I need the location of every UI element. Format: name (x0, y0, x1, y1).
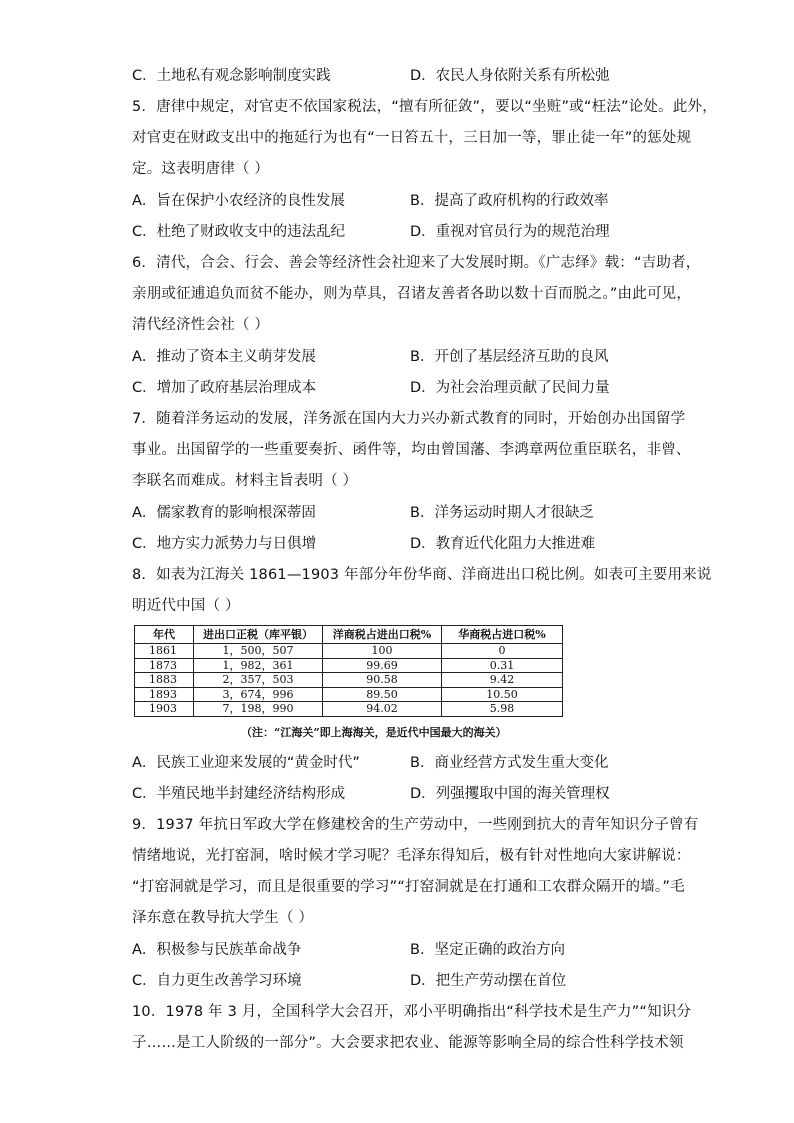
q9-stem-line-4: 泽东意在教导抗大学生（ ） (132, 910, 314, 926)
table-cell: 100 (323, 644, 442, 659)
q7-stem-line-2: 事业。出国留学的一些重要奏折、函件等，均由曾国藩、李鸿章两位重臣联名，非曾、 (132, 442, 691, 458)
q9-option-a: A．积极参与民族革命战争 (132, 942, 302, 958)
table-row (135, 644, 563, 659)
table-header-cell: 进出口正税（库平银） (194, 626, 323, 644)
table-cell: 1，982，361 (194, 658, 323, 673)
q7-option-b: B．洋务运动时期人才很缺乏 (410, 505, 594, 521)
q6-stem-line-2: 亲朋或征逋追负而贫不能办，则为草具，召诸友善者各助以数十百而脱之。”由此可见， (132, 286, 692, 302)
q8-option-d: D．列强攫取中国的海关管理权 (410, 786, 610, 802)
q5-stem-line-3: 定。这表明唐律（ ） (132, 161, 270, 177)
customs-tax-table (134, 625, 563, 717)
q5-stem-line-2: 对官吏在财政支出中的拖延行为也有“一日笞五十，三日加一等，罪止徒一年”的惩处规 (132, 130, 692, 146)
table-header-cell: 年代 (135, 626, 194, 644)
table-cell: 1903 (135, 702, 194, 717)
q7-option-d: D．教育近代化阻力大推进难 (410, 536, 596, 552)
table-cell: 94.02 (323, 702, 442, 717)
table-cell: 0 (442, 644, 563, 659)
table-cell: 9.42 (442, 673, 563, 688)
table-row (135, 702, 563, 717)
q8-option-c: C．半殖民地半封建经济结构形成 (132, 786, 346, 802)
table-row (135, 658, 563, 673)
q5-stem-line-1: 5．唐律中规定，对官吏不依国家税法，“擅有所征敛”，要以“坐赃”或“枉法”论处。此外， (132, 99, 717, 115)
q4-option-d: D．农民人身依附关系有所松弛 (410, 68, 610, 84)
table-row (135, 673, 563, 688)
q8-stem-line-2: 明近代中国（ ） (132, 598, 240, 614)
table-note: （注：“江海关”即上海海关，是近代中国最大的海关） (241, 726, 507, 739)
table-cell: 90.58 (323, 673, 442, 688)
q9-option-d: D．把生产劳动摆在首位 (410, 973, 567, 989)
q8-option-a: A．民族工业迎来发展的“黄金时代” (132, 755, 360, 771)
table-cell: 0.31 (442, 658, 563, 673)
table-row (135, 687, 563, 702)
table-cell: 1893 (135, 687, 194, 702)
q6-stem-line-3: 清代经济性会社（ ） (132, 317, 270, 333)
table-cell: 3，674，996 (194, 687, 323, 702)
table-cell: 7，198，990 (194, 702, 323, 717)
q5-option-a: A．旨在保护小农经济的良性发展 (132, 193, 345, 209)
q6-option-c: C．增加了政府基层治理成本 (132, 380, 317, 396)
table-cell: 10.50 (442, 687, 563, 702)
q4-option-c: C．土地私有观念影响制度实践 (132, 68, 331, 84)
q5-option-d: D．重视对官员行为的规范治理 (410, 224, 610, 240)
table-cell: 99.69 (323, 658, 442, 673)
q9-option-b: B．坚定正确的政治方向 (410, 942, 565, 958)
q9-stem-line-3: “打窑洞就是学习，而且是很重要的学习”“打窑洞就是在打通和工农群众隔开的墙。”毛 (132, 879, 685, 895)
q6-option-a: A．推动了资本主义萌芽发展 (132, 349, 316, 365)
q7-option-c: C．地方实力派势力与日俱增 (132, 536, 317, 552)
q9-stem-line-1: 9．1937 年抗日军政大学在修建校舍的生产劳动中，一些刚到抗大的青年知识分子曾有 (132, 817, 699, 833)
q8-option-b: B．商业经营方式发生重大变化 (410, 755, 609, 771)
table-header-row (135, 626, 563, 644)
q6-option-d: D．为社会治理贡献了民间力量 (410, 380, 610, 396)
q9-stem-line-2: 情绪地说，光打窑洞，啥时候才学习呢？毛泽东得知后，极有针对性地向大家讲解说： (132, 848, 691, 864)
q10-stem-line-2: 子……是工人阶级的一部分”。大会要求把农业、能源等影响全局的综合性科学技术领 (132, 1035, 684, 1051)
table-cell: 1861 (135, 644, 194, 659)
q7-option-a: A．儒家教育的影响根深蒂固 (132, 505, 316, 521)
q6-stem-line-1: 6．清代，合会、行会、善会等经济性会社迎来了大发展时期。《广志绎》载：“吉助者， (132, 255, 701, 271)
table-cell: 89.50 (323, 687, 442, 702)
q5-option-b: B．提高了政府机构的行政效率 (410, 193, 609, 209)
q10-stem-line-1: 10．1978 年 3 月，全国科学大会召开，邓小平明确指出“科学技术是生产力”“知识分 (132, 1004, 692, 1020)
q7-stem-line-3: 李联名而难成。材料主旨表明（ ） (132, 473, 358, 489)
q8-stem-line-1: 8．如表为江海关 1861—1903 年部分年份华商、洋商进出口税比例。如表可主要用来说 (132, 567, 712, 583)
table-cell: 5.98 (442, 702, 563, 717)
table-header-cell: 洋商税占进出口税% (323, 626, 442, 644)
table-cell: 2，357，503 (194, 673, 323, 688)
table-header-cell: 华商税占进口税% (442, 626, 563, 644)
q7-stem-line-1: 7．随着洋务运动的发展，洋务派在国内大力兴办新式教育的同时，开始创办出国留学 (132, 411, 686, 427)
table-cell: 1，500，507 (194, 644, 323, 659)
table-cell: 1883 (135, 673, 194, 688)
q6-option-b: B．开创了基层经济互助的良风 (410, 349, 609, 365)
table-cell: 1873 (135, 658, 194, 673)
q5-option-c: C．杜绝了财政收支中的违法乱纪 (132, 224, 346, 240)
q9-option-c: C．自力更生改善学习环境 (132, 973, 302, 989)
